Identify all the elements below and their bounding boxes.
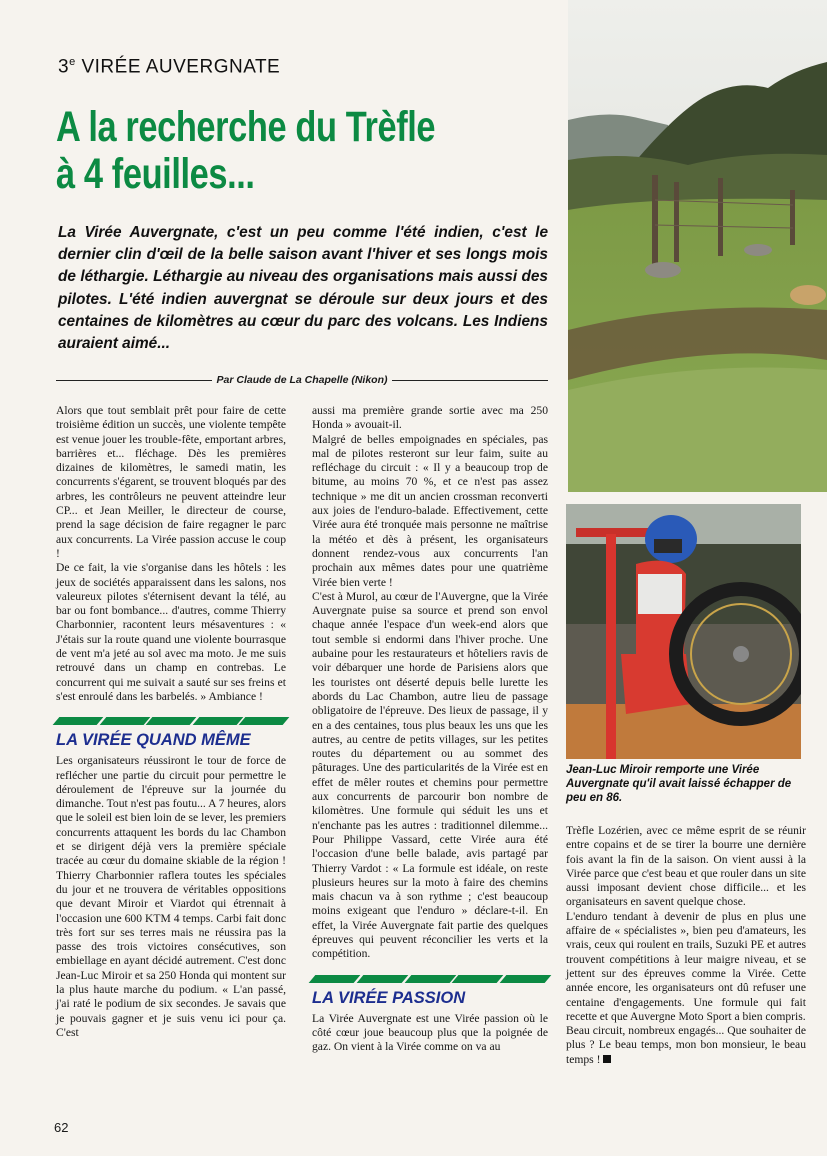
- photo-caption: Jean-Luc Miroir remporte une Virée Auvergnate qu'il avait laissé échapper de peu en 86.: [566, 764, 792, 805]
- col2-paragraph-4: La Virée Auvergnate est une Virée passion où le côté cœur joue beaucoup plus que la poignée de gaz. On vient à la Virée comme on va au: [312, 1011, 548, 1054]
- section-stripes-2: [312, 975, 548, 983]
- byline-rule-right: [392, 380, 548, 381]
- col3-paragraph-2: L'enduro tendant à devenir de plus en plus une affaire de « spécialistes », bien peu d'amateurs, les vrais, ceux qui roulent en trails, Suzuki PE et autres trouvent compétitions à leur maigre niveau, et se jettent sur des épreuves comme la Virée. Cette année encore, les organisateurs ont dû refuser une centaine d'engagements. Une formule qui fait recette et que Auvergne Moto Sport a bien compris.: [566, 909, 806, 1023]
- col3-paragraph-1: Trèfle Lozérien, avec ce même esprit de se réunir entre copains et de se tirer la bourre une dernière fois avant la fin de la saison. On vient aussi à la Virée parce que c'est beau et que rouler dans un site aussi imposant devient chose difficile... et les organisateurs en savent quelque chose.: [566, 824, 806, 909]
- page-number: 62: [54, 1120, 69, 1135]
- section-heading-2: LA VIRÉE PASSION: [312, 988, 466, 1007]
- column-1: [56, 404, 286, 1040]
- column-2: [312, 404, 548, 1054]
- section-heading-1: LA VIRÉE QUAND MÊME: [56, 731, 251, 750]
- col2-paragraph-1: aussi ma première grande sortie avec ma 250 Honda » avouait-il.: [312, 404, 548, 432]
- byline: [56, 374, 548, 386]
- col1-paragraph-1: Alors que tout semblait prêt pour faire de cette troisième édition un succès, une violente tempête est venue jouer les trouble-fête, emportant arbres, barrières et... fléchage. Dès les premières dizaines de kilomètres, le samedi matin, les concurrents s'égarent, se trouvent bloqués par des arbres, les contrôleurs ne peuvent atteindre leur CP... et Jean Meiller, le directeur de course, prend la sage décision de faire regagner le parc aux concurrents. La Virée passion accuse le coup !: [56, 404, 286, 560]
- rider-photo: [566, 504, 801, 759]
- article-title: [56, 104, 435, 198]
- col3-paragraph-3: Beau circuit, nombreux engagés... Que souhaiter de plus ? Le beau temps, mon bon monsieur, le beau temps !: [566, 1024, 806, 1066]
- col2-paragraph-2: Malgré de belles empoignades en spéciales, pas mal de pilotes resteront sur leur faim, suite au refléchage du circuit : « Il y a beaucoup trop de bitume, au moins 70 %, et ce n'est pas assez technique » me dit un ancien crossman reconverti aux joies de l'enduro-balade. Effectivement, cette Virée aura été tronquée mais personne ne maîtrise la météo et dès à présent, les organisateurs donnent rendez-vous aux concurrents l'an prochain aux mêmes dates pour une quatrième Virée bien verte !: [312, 432, 548, 589]
- end-mark-icon: [603, 1055, 611, 1063]
- byline-rule-left: [56, 380, 212, 381]
- byline-text: Par Claude de La Chapelle (Nikon): [216, 374, 388, 386]
- title-line-2: à 4 feuilles...: [56, 150, 255, 198]
- landscape-photo: [568, 0, 827, 492]
- section-stripes-1: [56, 717, 286, 725]
- col1-paragraph-2: De ce fait, la vie s'organise dans les hôtels : les jeux de sociétés apparaissent dans les salons, nos valeureux pilotes s'éternisent devant la télé, au bar ou font bombance... d'autres, comme Thierry Charbonnier, racontent leurs mésaventures : « J'étais sur la route quand une violente bourrasque de vent m'a jeté au sol avec ma moto. Je me suis retrouvé dans un champ en contrebas. Le concurrent qui me suivait a sauté sur ses freins et s'est enroulé dans les barbelés. » Ambiance !: [56, 561, 286, 703]
- column-3: [566, 824, 806, 1067]
- col1-paragraph-3: Les organisateurs réussiront le tour de force de reflécher une partie du circuit pour permettre le déroulement de l'épreuve sur la journée du dimanche. Tout n'est pas foutu... A 7 heures, alors que le soleil est bien loin de se lever, les premiers concurrents attaquent les bords du lac Chambon et se dirigent déjà vers la première spéciale tracée au cœur du domaine skiable de la région ! Thierry Charbonnier raflera toutes les spéciales du jour et ne trouvera de véritables oppositions que devant Miroir et Viardot qui étrennait à l'occasion une 600 KTM 4 temps. Carbi fait donc très fort sur ses terres mais ne réussira pas la passe des trois victoires consécutives, son embiellage en ayant décidé autrement. C'est donc Jean-Luc Miroir et sa 250 Honda qui montent sur la plus haute marche du podium. « L'an passé, j'ai raté le podium de six secondes. Je savais que je pouvais gagner et je suis venu ici pour ça. C'est: [56, 754, 286, 1039]
- col2-paragraph-3: C'est à Murol, au cœur de l'Auvergne, que la Virée Auvergnate puise sa source et prend son envol chaque année l'espace d'un week-end alors que tout semble si endormi dans l'hiver proche. Une aubaine pour les restaurateurs et hôteliers ravis de voir débarquer une horde de Parisiens alors que les touristes ont déserté depuis belle lurette les abords du Lac Chambon, autre lieu de passage obligatoire de l'épreuve. Des lieux de passage, il y en a des centaines, tous plus beaux les uns que les autres, au centre de petits villages, sur les petites routes du département ou au sommet des pâturages. Une des particularités de la Virée est en effet de mêler routes et chemins pour permettre aux concurrents de parcourir bon nombre de kilomètres. Une formule qui séduit les uns et n'enchante pas les autres : traditionnel dilemme... Pour Philippe Vassard, cette Virée aura été l'occasion d'une belle balade, avis partagé par Thierry Vardot : « La formule est idéale, on reste plusieurs heures sur la moto à faire des chemins mais chacun va à son rythme ; c'est beaucoup moins exigeant que l'enduro » déclare-t-il. En effet, la Virée Auvergnate fait partie des quelques épreuves qui peuvent réconcilier les verts et la compétition.: [312, 589, 548, 961]
- title-line-1: A la recherche du Trèfle: [56, 103, 436, 151]
- kicker: 3e VIRÉE AUVERGNATE: [58, 56, 281, 78]
- lead-paragraph: La Virée Auvergnate, c'est un peu comme l'été indien, c'est le dernier clin d'œil de la belle saison avant l'hiver et ses longs mois de léthargie. Léthargie au niveau des organisations mais aussi des pilotes. L'été indien auvergnat se déroule sur deux jours et des centaines de kilomètres au cœur du parc des volcans. Les Indiens auraient aimé...: [58, 224, 548, 353]
